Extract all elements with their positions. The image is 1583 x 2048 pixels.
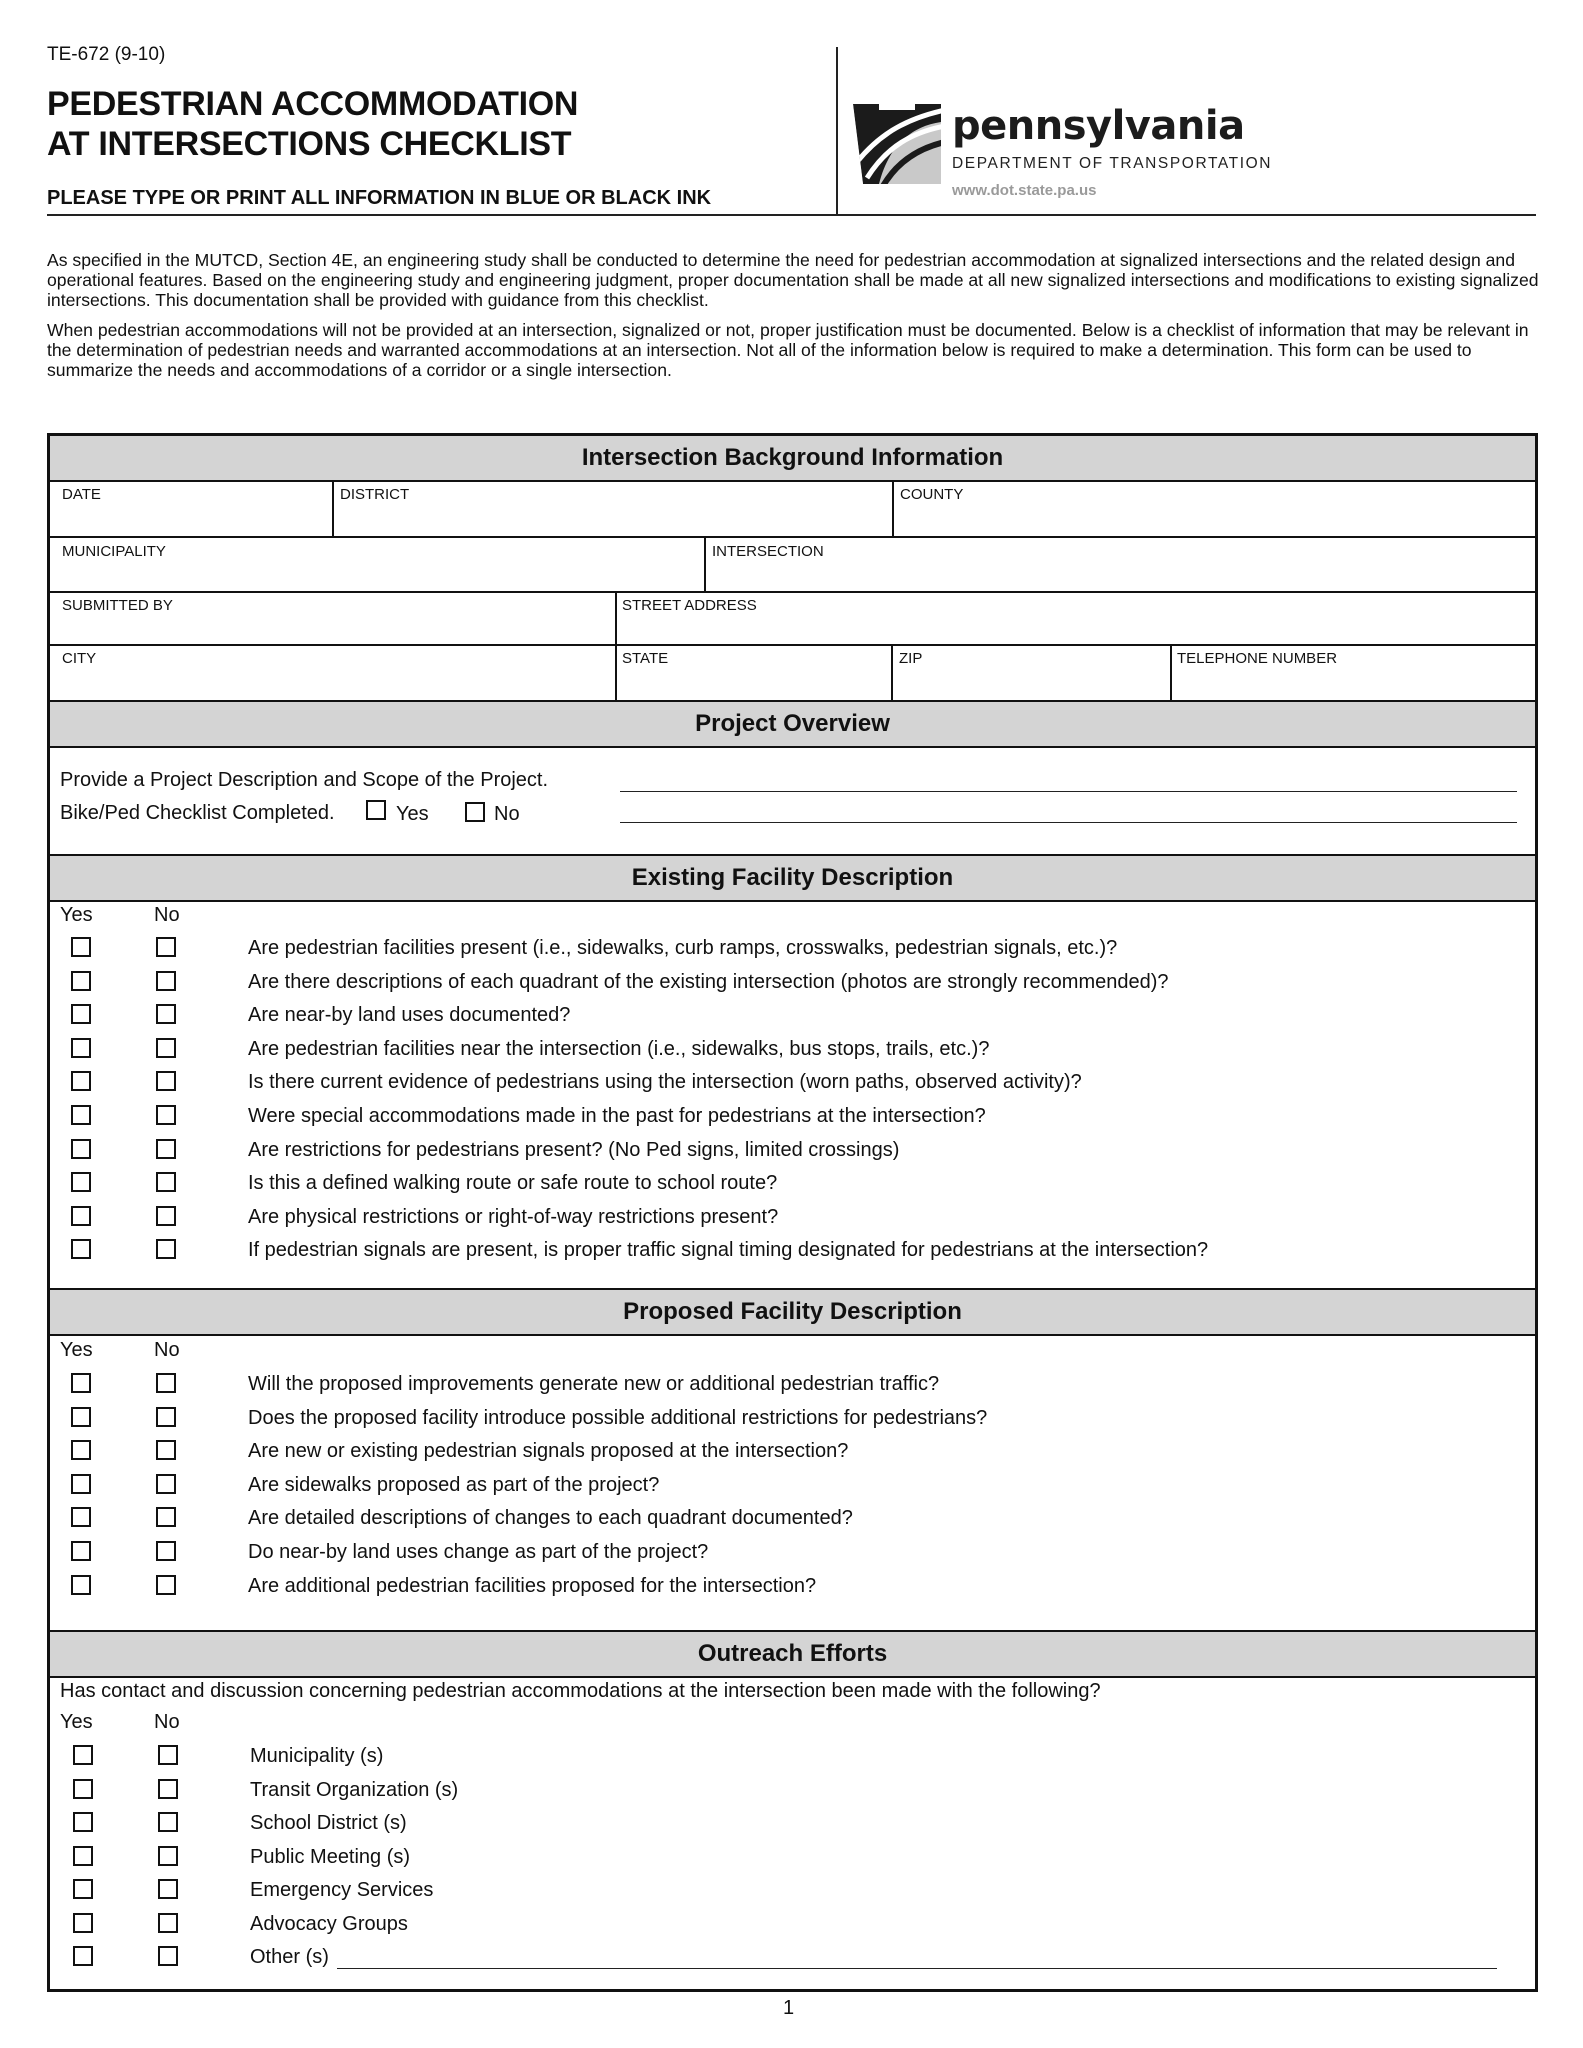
section-header-proposed: Proposed Facility Description [50,1288,1535,1336]
existing-no-checkbox[interactable] [156,1239,176,1259]
outreach-question-text: School District (s) [250,1812,407,1834]
outreach-yes-checkbox[interactable] [73,1913,93,1933]
ink-instruction: PLEASE TYPE OR PRINT ALL INFORMATION IN BLUE OR BLACK INK [47,187,712,209]
existing-no-checkbox[interactable] [156,1071,176,1091]
bikeped-prompt: Bike/Ped Checklist Completed. [60,802,335,824]
outreach-yes-checkbox[interactable] [73,1846,93,1866]
proposed-question-text: Will the proposed improvements generate new or additional pedestrian traffic? [248,1373,940,1395]
proposed-yes-checkbox[interactable] [71,1575,91,1595]
existing-no-checkbox[interactable] [156,1139,176,1159]
row-divider [50,591,1535,593]
outreach-yes-checkbox[interactable] [73,1779,93,1799]
existing-no-header: No [154,904,180,926]
existing-yes-checkbox[interactable] [71,971,91,991]
outreach-question-text: Municipality (s) [250,1745,384,1767]
form-title-line2: AT INTERSECTIONS CHECKLIST [47,125,572,163]
existing-question-text: Are pedestrian facilities present (i.e., sidewalks, curb ramps, crosswalks, pedestrian signals, etc.)? [248,937,1118,959]
date-field[interactable]: DATE [62,486,101,503]
existing-question-text: Are near-by land uses documented? [248,1004,571,1027]
existing-yes-checkbox[interactable] [71,1071,91,1091]
proposed-question-text: Are additional pedestrian facilities proposed for the intersection? [248,1574,817,1597]
bikeped-yes-checkbox[interactable] [366,800,386,820]
proposed-no-checkbox[interactable] [156,1541,176,1561]
existing-question-text: Is this a defined walking route or safe route to school route? [248,1172,778,1195]
proposed-no-header: No [154,1339,180,1361]
proposed-question-text: Are detailed descriptions of changes to each quadrant documented? [248,1507,853,1530]
outreach-question-text: Transit Organization (s) [250,1778,459,1801]
outreach-no-checkbox[interactable] [158,1879,178,1899]
outreach-question-text: Advocacy Groups [250,1912,408,1935]
existing-question-text: If pedestrian signals are present, is proper traffic signal timing designated for pedestrians at the intersection? [248,1239,1209,1262]
existing-yes-checkbox[interactable] [71,1105,91,1125]
proposed-yes-checkbox[interactable] [71,1541,91,1561]
existing-no-checkbox[interactable] [156,971,176,991]
outreach-no-checkbox[interactable] [158,1913,178,1933]
form-title-line1: PEDESTRIAN ACCOMMODATION [47,85,579,123]
existing-no-checkbox[interactable] [156,1172,176,1192]
section-header-existing: Existing Facility Description [50,854,1535,902]
outreach-yes-header: Yes [60,1711,93,1733]
project-description-line[interactable] [620,791,1517,792]
proposed-no-checkbox[interactable] [156,1575,176,1595]
district-field[interactable]: DISTRICT [340,486,410,503]
form-number: TE-672 (9-10) [47,44,166,65]
project-description-prompt: Provide a Project Description and Scope of the Project. [60,769,549,791]
header-horizontal-divider [47,214,1536,216]
page-number: 1 [783,1997,795,2019]
existing-yes-checkbox[interactable] [71,937,91,957]
bikeped-no-checkbox[interactable] [465,802,485,822]
cell-divider [332,480,334,536]
intersection-field[interactable]: INTERSECTION [712,543,824,560]
existing-yes-checkbox[interactable] [71,1206,91,1226]
existing-yes-checkbox[interactable] [71,1004,91,1024]
existing-no-checkbox[interactable] [156,1206,176,1226]
outreach-no-checkbox[interactable] [158,1779,178,1799]
outreach-no-checkbox[interactable] [158,1846,178,1866]
proposed-yes-checkbox[interactable] [71,1440,91,1460]
checklist-form [47,433,1538,1992]
outreach-prompt: Has contact and discussion concerning pedestrian accommodations at the intersection been made with the following? [60,1680,1101,1702]
existing-yes-checkbox[interactable] [71,1172,91,1192]
proposed-no-checkbox[interactable] [156,1474,176,1494]
existing-yes-checkbox[interactable] [71,1139,91,1159]
existing-question-text: Are restrictions for pedestrians present? (No Ped signs, limited crossings) [248,1138,900,1161]
existing-no-checkbox[interactable] [156,937,176,957]
section-header-background: Intersection Background Information [50,436,1535,482]
cell-divider [615,591,617,700]
outreach-no-header: No [154,1711,180,1733]
proposed-no-checkbox[interactable] [156,1507,176,1527]
cell-divider [892,480,894,536]
cell-divider [1170,644,1172,700]
existing-no-checkbox[interactable] [156,1105,176,1125]
existing-question-text: Were special accommodations made in the past for pedestrians at the intersection? [248,1105,986,1127]
existing-question-text: Are physical restrictions or right-of-way restrictions present? [248,1205,779,1228]
existing-yes-header: Yes [60,904,93,926]
outreach-no-checkbox[interactable] [158,1946,178,1966]
proposed-question-text: Are sidewalks proposed as part of the project? [248,1473,660,1496]
municipality-field[interactable]: MUNICIPALITY [62,543,166,560]
row-divider [50,536,1535,538]
form-title [47,84,578,164]
existing-question-text: Are there descriptions of each quadrant of the existing intersection (photos are strongly recommended)? [248,970,1169,993]
outreach-yes-checkbox[interactable] [73,1812,93,1832]
logo-name: pennsylvania [952,103,1245,149]
bikeped-no-label: No [494,803,520,825]
proposed-yes-checkbox[interactable] [71,1407,91,1427]
cell-divider [891,644,893,700]
existing-yes-checkbox[interactable] [71,1239,91,1259]
logo-department: DEPARTMENT OF TRANSPORTATION [952,155,1273,172]
outreach-question-text: Public Meeting (s) [250,1845,411,1868]
project-scope-line[interactable] [620,822,1517,823]
proposed-yes-checkbox[interactable] [71,1507,91,1527]
cell-divider [704,536,706,591]
proposed-no-checkbox[interactable] [156,1407,176,1427]
submitted-by-field[interactable]: SUBMITTED BY [62,597,173,614]
proposed-question-text: Are new or existing pedestrian signals proposed at the intersection? [248,1440,849,1463]
state-field[interactable]: STATE [622,650,669,667]
telephone-field[interactable]: TELEPHONE NUMBER [1177,650,1338,667]
outreach-question-text: Other (s) [250,1946,329,1968]
county-field[interactable]: COUNTY [900,486,964,503]
outreach-no-checkbox[interactable] [158,1745,178,1765]
row-divider [50,644,1535,646]
existing-no-checkbox[interactable] [156,1004,176,1024]
outreach-yes-checkbox[interactable] [73,1946,93,1966]
existing-question-text: Are pedestrian facilities near the intersection (i.e., sidewalks, bus stops, trails, etc.)? [248,1037,990,1060]
proposed-yes-checkbox[interactable] [71,1474,91,1494]
outreach-no-checkbox[interactable] [158,1812,178,1832]
proposed-yes-header: Yes [60,1339,93,1361]
keystone-logo-icon [853,104,941,184]
outreach-yes-checkbox[interactable] [73,1879,93,1899]
other-organization-line[interactable] [337,1968,1497,1969]
intro-paragraph-2: When pedestrian accommodations will not be provided at an intersection, signalized or not, proper justification must be documented. Below is a checklist of information that may be relevant in the determination of pedestrian needs and warranted accommodations at an intersection. Not all of the information below is required to make a determination. This form can be used to summarize the needs and accommodations of a corridor or a single intersection. [47,320,1529,380]
proposed-question-text: Do near-by land uses change as part of the project? [248,1541,709,1563]
proposed-no-checkbox[interactable] [156,1373,176,1393]
section-header-project-overview: Project Overview [50,700,1535,748]
header-vertical-divider [836,47,838,214]
proposed-question-text: Does the proposed facility introduce possible additional restrictions for pedestrians? [248,1406,988,1429]
section-header-outreach: Outreach Efforts [50,1630,1535,1678]
bikeped-yes-label: Yes [396,803,429,825]
outreach-yes-checkbox[interactable] [73,1745,93,1765]
outreach-question-text: Emergency Services [250,1879,434,1901]
existing-question-text: Is there current evidence of pedestrians using the intersection (worn paths, observed activity)? [248,1071,1082,1094]
intro-paragraph-1: As specified in the MUTCD, Section 4E, an engineering study shall be conducted to determine the need for pedestrian accommodation at signalized intersections and the related design and operational features. Based on the engineering study and engineering judgment, proper documentation shall be made at all new signalized intersections and modifications to existing signalized intersections. This documentation shall be provided with guidance from this checklist. [47,250,1539,310]
street-address-field[interactable]: STREET ADDRESS [622,597,757,614]
proposed-no-checkbox[interactable] [156,1440,176,1460]
zip-field[interactable]: ZIP [899,650,923,667]
existing-no-checkbox[interactable] [156,1038,176,1058]
proposed-yes-checkbox[interactable] [71,1373,91,1393]
existing-yes-checkbox[interactable] [71,1038,91,1058]
city-field[interactable]: CITY [62,650,97,667]
logo-url[interactable]: www.dot.state.pa.us [952,182,1097,199]
